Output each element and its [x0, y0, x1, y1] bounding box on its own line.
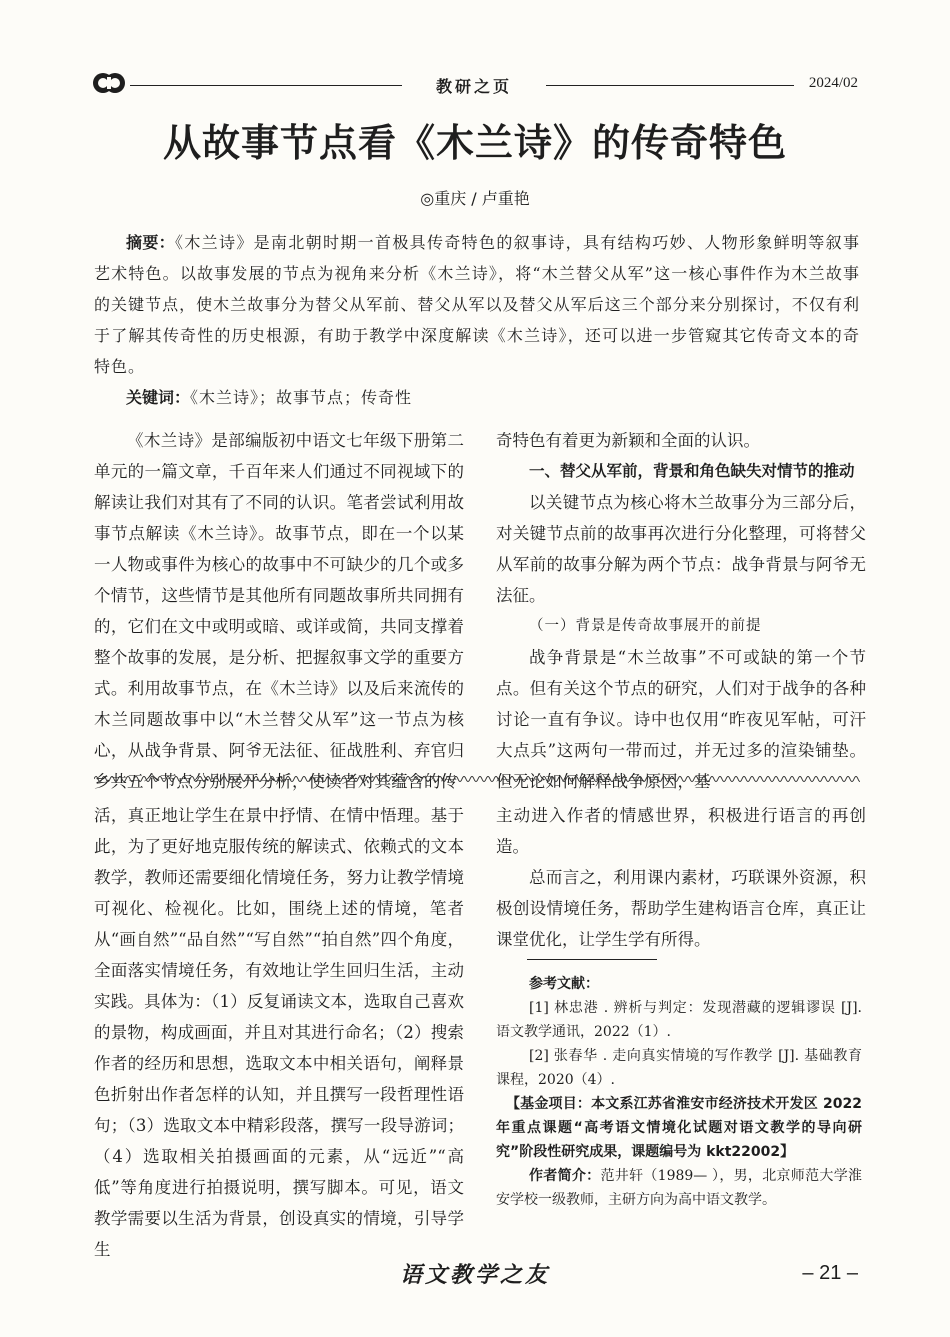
author-bio	[496, 1164, 862, 1212]
subsection-heading-1: （一）背景是传奇故事展开的前提	[529, 618, 762, 634]
abstract-label: 摘要：	[126, 233, 175, 252]
body-paragraph: 活，真正地让学生在景中抒情、在情中悟理。基于此，为了更好地克服传统的解读式、依赖式的文本教学，教师还需要细化情境任务，努力让教学情境可视化、检视化。比如，围绕上述的情境，笔者从“画自然”“品自然”“写自然”“拍自然”四个角度，全面落实情境任务，有效地让学生回归生活，主动实践。具体为：（1）反复诵读文本，选取自己喜欢的景物，构成画面，并且对其进行命名；（2）搜索作者的经历和思想，选取文本中相关语句，阐释景色折射出作者怎样的认知，并且撰写一段哲理性语句；（3）选取文本中精彩段落，撰写一段导游词；（4）选取相关拍摄画面的元素，从“远近”“高低”等角度进行拍摄说明，撰写脚本。可见，语文教学需要以生活为背景，创设真实的情境，引导学生	[94, 806, 464, 1259]
body-paragraph: 奇特色有着更为新颖和全面的认识。	[496, 431, 760, 450]
article-author: ◎重庆 / 卢重艳	[420, 189, 530, 208]
page-number: – 21 –	[802, 1262, 858, 1284]
body-paragraph: 战争背景是“木兰故事”不可或缺的第一个节点。但有关这个节点的研究，人们对于战争的各种讨论一直有争议。诗中也仅用“昨夜见军帖，可汗大点兵”这两句一带而过，并无过多的渲染铺垫。但无论如何解释战争原因，基	[496, 648, 866, 791]
abstract-block	[94, 227, 860, 413]
fund-note: 【基金项目：本文系江苏省淮安市经济技术开发区 2022 年重点课题“高考语文情境化试题对语文教学的导向研究”阶段性研究成果，课题编号为 kkt22002】	[496, 1096, 862, 1160]
author-bio-text: 范井轩（1989— ），男，北京师范大学淮安学校一级教师，主研方向为高中语文教学。	[496, 1168, 862, 1208]
continued-right-column	[496, 800, 866, 955]
author-bio-label: 作者简介：	[529, 1168, 601, 1184]
magazine-name: 语文教学之友	[399, 1262, 550, 1288]
body-paragraph: 《木兰诗》是部编版初中语文七年级下册第二单元的一篇文章，千百年来人们通过不同视域下的解读让我们对其有了不同的认识。笔者尝试利用故事节点解读《木兰诗》。故事节点，即在一个以某一人物或事件为核心的故事中不可缺少的几个或多个情节，这些情节是其他所有同题故事所共同拥有的，它们在文中或明或暗、或详或简，共同支撑着整个故事的发展，是分析、把握叙事文学的重要方式。利用故事节点，在《木兰诗》以及后来流传的木兰同题故事中以“木兰替父从军”这一节点为核心，从战争背景、阿爷无法征、征战胜利、弃官归乡共五个节点分别展开分析，使读者对其蕴含的传	[94, 431, 464, 791]
references-divider	[527, 959, 657, 960]
article-separator-wave	[94, 772, 860, 786]
abstract-paragraph	[94, 227, 860, 382]
journal-logo-icon	[92, 71, 126, 95]
header-rule-right	[546, 85, 794, 86]
section-heading-1: 一、替父从军前，背景和角色缺失对情节的推动	[529, 462, 855, 480]
header-rule-left	[130, 85, 402, 86]
references-title: 参考文献：	[529, 976, 599, 992]
references-block	[496, 972, 862, 1212]
body-paragraph: 以关键节点为核心将木兰故事分为三部分后，对关键节点前的故事再次进行分化整理，可将替父从军前的故事分解为两个节点：战争背景与阿爷无法征。	[496, 493, 866, 605]
header-issue: 2024/02	[808, 75, 858, 91]
keywords-paragraph	[94, 382, 860, 413]
reference-item: [2] 张春华 . 走向真实情境的写作教学 [J]. 基础教育课程，2020（4）.	[496, 1048, 862, 1088]
keywords-label: 关键词：	[126, 388, 191, 407]
continued-left-column	[94, 800, 464, 1265]
keywords-text: 《木兰诗》；故事节点；传奇性	[190, 388, 413, 407]
article-right-column	[496, 425, 866, 797]
reference-item: [1] 林忠港 . 辨析与判定：发现潜藏的逻辑谬误 [J]. 语文教学通讯，2022（1）.	[496, 1000, 862, 1040]
article-title: 从故事节点看《木兰诗》的传奇特色	[162, 121, 787, 165]
body-paragraph: 主动进入作者的情感世界，积极进行语言的再创造。	[496, 806, 866, 856]
conclusion-paragraph: 总而言之，利用课内素材，巧联课外资源，积极创设情境任务，帮助学生建构语言仓库，真正让课堂优化，让学生学有所得。	[496, 868, 866, 949]
article-left-column	[94, 425, 464, 797]
header-section: 教研之页	[435, 77, 512, 96]
abstract-text: 《木兰诗》是南北朝时期一首极具传奇特色的叙事诗，具有结构巧妙、人物形象鲜明等叙事艺术特色。以故事发展的节点为视角来分析《木兰诗》，将“木兰替父从军”这一核心事件作为木兰故事的关键节点，使木兰故事分为替父从军前、替父从军以及替父从军后这三个部分来分别探讨，不仅有利于了解其传奇性的历史根源，有助于教学中深度解读《木兰诗》，还可以进一步管窥其它传奇文本的奇特色。	[94, 233, 860, 376]
